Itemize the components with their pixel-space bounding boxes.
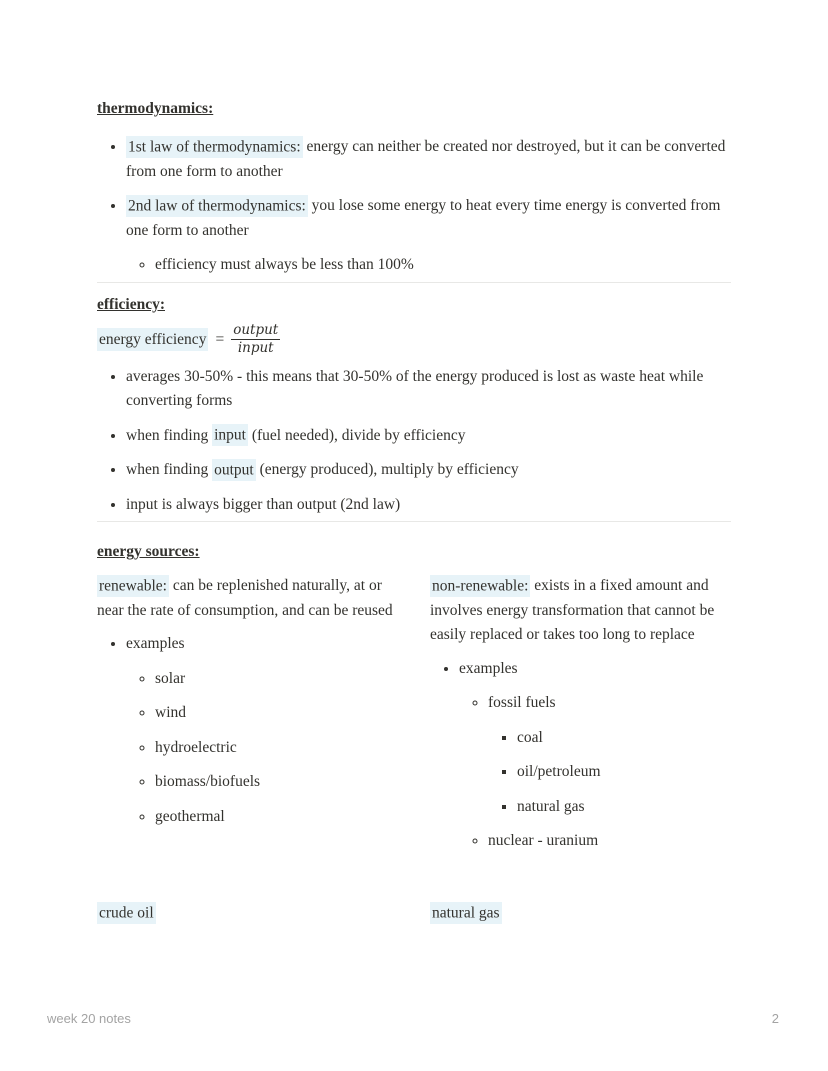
list-item — [126, 365, 731, 414]
footer-document-title: week 20 notes — [47, 1011, 131, 1026]
list-item-text: when finding — [126, 426, 213, 444]
list-item-text: averages 30-50% - this means that 30-50% of the energy produced is lost as waste heat while converting forms — [126, 367, 704, 409]
renewable-examples-list — [97, 632, 398, 829]
list-item-text: efficiency must always be less than 100% — [155, 256, 414, 273]
list-item-text: oil/petroleum — [517, 763, 601, 780]
fraction-denominator: input — [237, 340, 274, 356]
list-item — [126, 493, 731, 518]
column-non-renewable — [430, 574, 731, 854]
highlighted-term: natural gas — [430, 902, 502, 924]
list-item-text: input is always bigger than output (2nd law) — [126, 495, 401, 513]
list-item-text: hydroelectric — [155, 738, 237, 756]
list-item-text: energy can neither be created nor destroyed, but it can be converted from one form to another — [126, 138, 726, 180]
highlighted-term: energy efficiency — [97, 328, 208, 351]
fraction-numerator: output — [233, 322, 279, 338]
list-item-text: natural gas — [517, 797, 585, 815]
fossil-fuels-list — [488, 726, 731, 820]
energy-efficiency-formula — [97, 323, 731, 357]
definition-text: can be replenished naturally, at or near the rate of consumption, and can be reused — [97, 577, 393, 619]
list-item — [155, 253, 731, 278]
section-efficiency — [97, 295, 731, 518]
two-column-layout — [97, 574, 731, 926]
list-item — [155, 805, 398, 830]
list-item — [155, 701, 398, 726]
list-item — [126, 424, 731, 449]
fraction — [231, 323, 280, 356]
list-item-text: biomass/biofuels — [155, 773, 261, 790]
list-item — [155, 736, 398, 761]
efficiency-bullet-list — [97, 365, 731, 518]
list-item — [459, 657, 731, 854]
list-item — [488, 829, 731, 854]
section-thermodynamics — [97, 99, 731, 278]
list-item-text: nuclear - uranium — [488, 832, 599, 849]
list-item — [155, 667, 398, 692]
definition-text: exists in a fixed amount and involves energy transformation that cannot be easily replaced or takes too long to replace — [430, 577, 715, 643]
highlighted-term: output — [212, 459, 256, 481]
section-divider — [97, 521, 731, 522]
list-item-text: examples — [126, 635, 185, 652]
list-item-text: when finding — [126, 461, 213, 478]
list-item-text: coal — [517, 728, 543, 746]
column-renewable — [97, 574, 398, 854]
section-divider — [97, 282, 731, 283]
list-item — [155, 770, 398, 795]
non-renewable-examples-list — [430, 657, 731, 854]
heading-thermodynamics: thermodynamics: — [97, 100, 214, 117]
highlighted-term: 2nd law of thermodynamics: — [126, 195, 308, 217]
highlighted-term: 1st law of thermodynamics: — [126, 136, 303, 158]
highlighted-term: renewable: — [97, 575, 169, 597]
list-item — [488, 691, 731, 819]
sub-bullet-list — [126, 253, 731, 278]
renewable-definition — [97, 574, 398, 623]
equals-sign: = — [215, 330, 225, 348]
list-item — [126, 632, 398, 829]
page-content — [97, 99, 731, 926]
list-item-text: solar — [155, 669, 186, 687]
list-item — [517, 726, 731, 751]
highlighted-term: crude oil — [97, 902, 156, 924]
list-item — [517, 795, 731, 820]
sub-bullet-list — [459, 691, 731, 854]
footer-page-number: 2 — [771, 1011, 779, 1026]
heading-efficiency: efficiency: — [97, 295, 165, 313]
section-energy-sources — [97, 542, 731, 926]
highlighted-term: non-renewable: — [430, 575, 530, 597]
list-item-text: wind — [155, 704, 186, 721]
list-item-text: (energy produced), multiply by efficiency — [255, 461, 519, 478]
non-renewable-definition — [430, 574, 731, 648]
list-item-text: fossil fuels — [488, 694, 556, 711]
label-natural-gas — [430, 902, 731, 927]
list-item — [126, 458, 731, 483]
list-item-text: (fuel needed), divide by efficiency — [247, 426, 466, 444]
list-item — [126, 135, 731, 184]
thermodynamics-bullet-list — [97, 135, 731, 278]
sub-bullet-list — [126, 667, 398, 830]
list-item — [126, 194, 731, 278]
list-item-text: examples — [459, 659, 518, 677]
label-crude-oil — [97, 902, 398, 927]
page-footer — [47, 1011, 779, 1026]
list-item — [517, 760, 731, 785]
list-item-text: you lose some energy to heat every time energy is converted from one form to another — [126, 197, 721, 239]
list-item-text: geothermal — [155, 807, 225, 825]
heading-energy-sources: energy sources: — [97, 543, 200, 560]
highlighted-term: input — [212, 424, 248, 446]
